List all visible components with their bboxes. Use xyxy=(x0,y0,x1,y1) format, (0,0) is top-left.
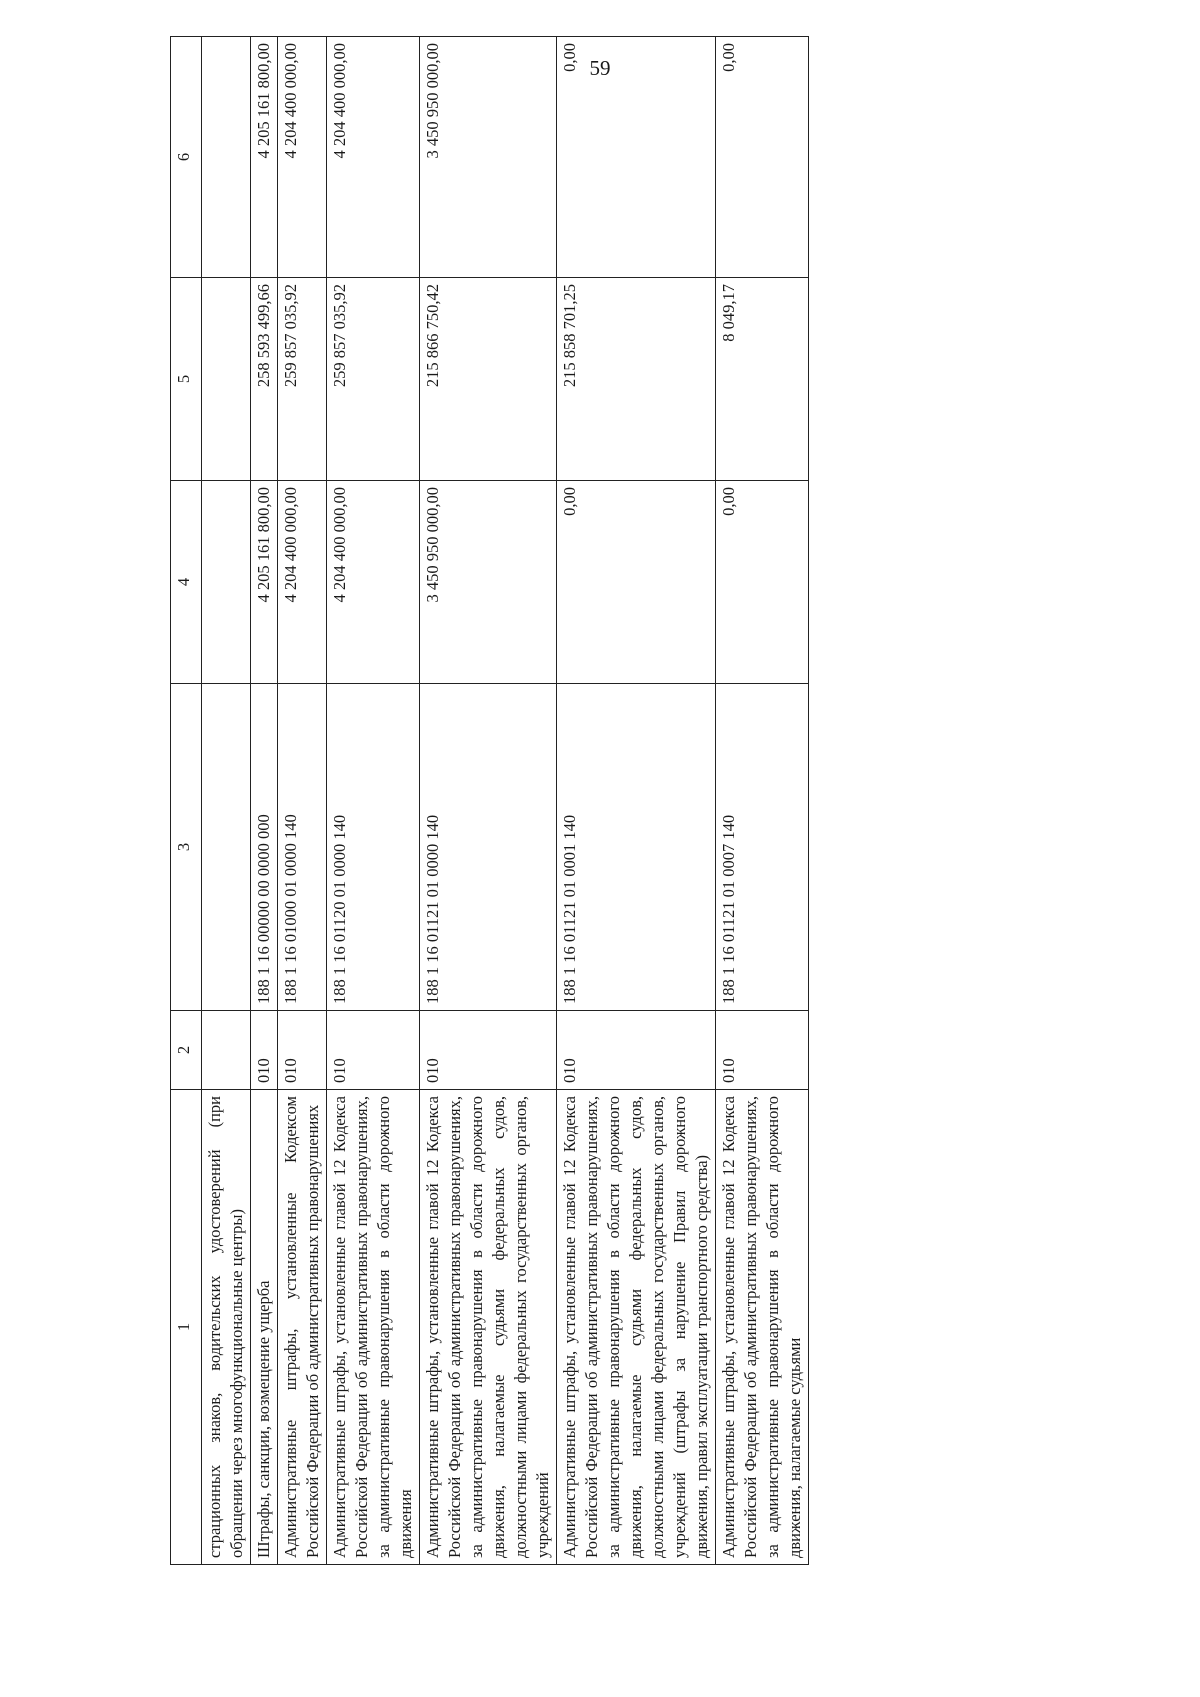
row-kbk: 188 1 16 01121 01 0007 140 xyxy=(716,684,809,1011)
row-code xyxy=(202,1011,251,1090)
row-code: 010 xyxy=(327,1011,420,1090)
page-number: 59 xyxy=(589,56,611,80)
row-code: 010 xyxy=(716,1011,809,1090)
table-row xyxy=(202,37,251,1565)
row-col5: 8 049,17 xyxy=(716,278,809,481)
row-name: страционных знаков, водительских удостоверений (при обращении через многофункциональные центры) xyxy=(202,1090,251,1565)
row-col6: 3 450 950 000,00 xyxy=(420,37,557,278)
table-row xyxy=(420,37,557,1565)
row-col6: 0,00 xyxy=(716,37,809,278)
header-col-6: 6 xyxy=(171,37,202,278)
row-name: Административные штрафы, установленные главой 12 Кодекса Российской Федерации об административных правонарушениях, за административные правонарушения в области дорожного движения xyxy=(327,1090,420,1565)
row-col5: 259 857 035,92 xyxy=(278,278,327,481)
revenue-table xyxy=(170,36,809,1565)
table-row xyxy=(716,37,809,1565)
table-row xyxy=(278,37,327,1565)
row-col4: 4 204 400 000,00 xyxy=(327,481,420,684)
table-row xyxy=(327,37,420,1565)
row-col6: 4 205 161 800,00 xyxy=(251,37,278,278)
row-name: Штрафы, санкции, возмещение ущерба xyxy=(251,1090,278,1565)
header-col-1: 1 xyxy=(171,1090,202,1565)
row-col5 xyxy=(202,278,251,481)
row-code: 010 xyxy=(251,1011,278,1090)
row-kbk: 188 1 16 01121 01 0000 140 xyxy=(420,684,557,1011)
row-kbk xyxy=(202,684,251,1011)
table-row xyxy=(557,37,716,1565)
row-code: 010 xyxy=(278,1011,327,1090)
row-col6: 0,00 xyxy=(557,37,716,278)
table-rotation-frame xyxy=(170,43,1090,1565)
row-kbk: 188 1 16 01000 01 0000 140 xyxy=(278,684,327,1011)
row-name: Административные штрафы, установленные главой 12 Кодекса Российской Федерации об административных правонарушениях, за административные правонарушения в области дорожного движения, налагаемые судьями xyxy=(716,1090,809,1565)
row-col4: 4 204 400 000,00 xyxy=(278,481,327,684)
row-name: Административные штрафы, установленные главой 12 Кодекса Российской Федерации об административных правонарушениях, за административные правонарушения в области дорожного движения, налагаемые судьями федеральных судов, должностными лицами федеральных государственных органов, учреждений xyxy=(420,1090,557,1565)
header-col-2: 2 xyxy=(171,1011,202,1090)
row-name: Административные штрафы, установленные главой 12 Кодекса Российской Федерации об административных правонарушениях, за административные правонарушения в области дорожного движения, налагаемые судьями федеральных судов, должностными лицами федеральных государственных органов, учреждений (штрафы за нарушение Правил дорожного движения, правил эксплуатации транспортного средства) xyxy=(557,1090,716,1565)
row-col4 xyxy=(202,481,251,684)
rotated-table-container xyxy=(170,43,1090,1565)
row-col5: 258 593 499,66 xyxy=(251,278,278,481)
header-col-3: 3 xyxy=(171,684,202,1011)
row-col6: 4 204 400 000,00 xyxy=(327,37,420,278)
row-col4: 3 450 950 000,00 xyxy=(420,481,557,684)
row-col4: 0,00 xyxy=(557,481,716,684)
row-kbk: 188 1 16 01120 01 0000 140 xyxy=(327,684,420,1011)
table-header-row xyxy=(171,37,202,1565)
row-col6 xyxy=(202,37,251,278)
header-col-4: 4 xyxy=(171,481,202,684)
row-kbk: 188 1 16 01121 01 0001 140 xyxy=(557,684,716,1011)
row-col6: 4 204 400 000,00 xyxy=(278,37,327,278)
row-col5: 215 866 750,42 xyxy=(420,278,557,481)
row-kbk: 188 1 16 00000 00 0000 000 xyxy=(251,684,278,1011)
row-code: 010 xyxy=(420,1011,557,1090)
row-col4: 4 205 161 800,00 xyxy=(251,481,278,684)
header-col-5: 5 xyxy=(171,278,202,481)
row-name: Административные штрафы, установленные Кодексом Российской Федерации об административных правонарушениях xyxy=(278,1090,327,1565)
table-row xyxy=(251,37,278,1565)
row-code: 010 xyxy=(557,1011,716,1090)
row-col5: 259 857 035,92 xyxy=(327,278,420,481)
row-col4: 0,00 xyxy=(716,481,809,684)
row-col5: 215 858 701,25 xyxy=(557,278,716,481)
